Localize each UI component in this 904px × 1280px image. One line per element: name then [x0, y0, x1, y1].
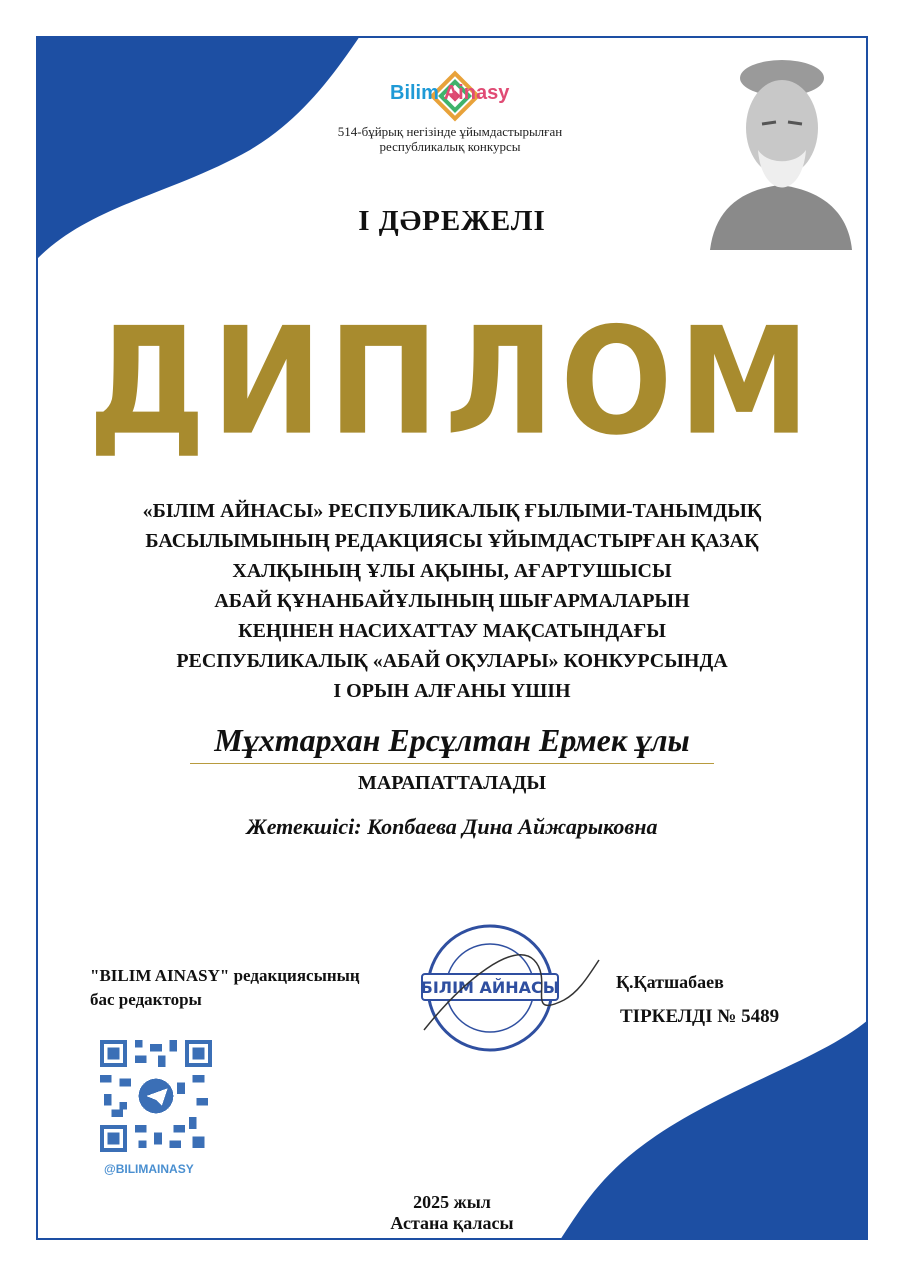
logo-wordmark — [390, 82, 509, 105]
signatory-name: Қ.Қатшабаев — [616, 972, 724, 992]
editor-line-2: бас редакторы — [90, 990, 202, 1009]
degree-title: I ДӘРЕЖЕЛІ — [358, 205, 546, 237]
official-stamp — [404, 920, 604, 1060]
registration-number: ТІРКЕЛДІ № 5489 — [620, 1006, 780, 1027]
description-line: АБАЙ ҚҰНАНБАЙҰЛЫНЫҢ ШЫҒАРМАЛАРЫН — [214, 590, 690, 612]
supervisor-name: Жетекшісі: Копбаева Дина Айжарыковна — [246, 814, 658, 839]
description-line: РЕСПУБЛИКАЛЫҚ «АБАЙ ОҚУЛАРЫ» КОНКУРСЫНДА — [176, 650, 728, 672]
stamp-text: БІЛІМ АЙНАСЫ — [420, 978, 560, 997]
name-underline — [190, 763, 714, 764]
description-line: БАСЫЛЫМЫНЫҢ РЕДАКЦИЯСЫ ҰЙЫМДАСТЫРҒАН ҚАЗАҚ — [145, 530, 759, 552]
description-line: I ОРЫН АЛҒАНЫ ҮШІН — [333, 680, 571, 702]
description-line: ХАЛҚЫНЫҢ ҰЛЫ АҚЫНЫ, АҒАРТУШЫСЫ — [232, 560, 672, 582]
city-label: Астана қаласы — [390, 1213, 514, 1233]
recipient-name: Мұхтархан Ерсұлтан Ермек ұлы — [214, 722, 690, 758]
description-line: КЕҢІНЕН НАСИХАТТАУ МАҚСАТЫНДАҒЫ — [238, 620, 666, 642]
subtitle-line-1: 514-бұйрық негізінде ұйымдастырылған — [337, 124, 563, 139]
contest-subtitle — [300, 124, 600, 154]
logo-word-2: Ainasy — [443, 82, 510, 104]
editor-title — [90, 964, 420, 1012]
logo-word-1: Bilim — [390, 82, 439, 104]
awarded-label: МАРАПАТТАЛАДЫ — [357, 772, 547, 794]
editor-line-1: "BILIM AINASY" редакциясының — [90, 966, 360, 985]
diploma-title: ДИПЛОМ — [88, 296, 816, 469]
subtitle-line-2: республикалық конкурсы — [379, 139, 521, 154]
description-line: «БІЛІМ АЙНАСЫ» РЕСПУБЛИКАЛЫҚ ҒЫЛЫМИ-ТАНЫМДЫҚ — [142, 500, 762, 522]
award-description — [90, 496, 814, 706]
year-label: 2025 жыл — [413, 1192, 491, 1212]
qr-handle: @BILIMAINASY — [104, 1162, 194, 1176]
qr-code[interactable] — [100, 1040, 212, 1152]
